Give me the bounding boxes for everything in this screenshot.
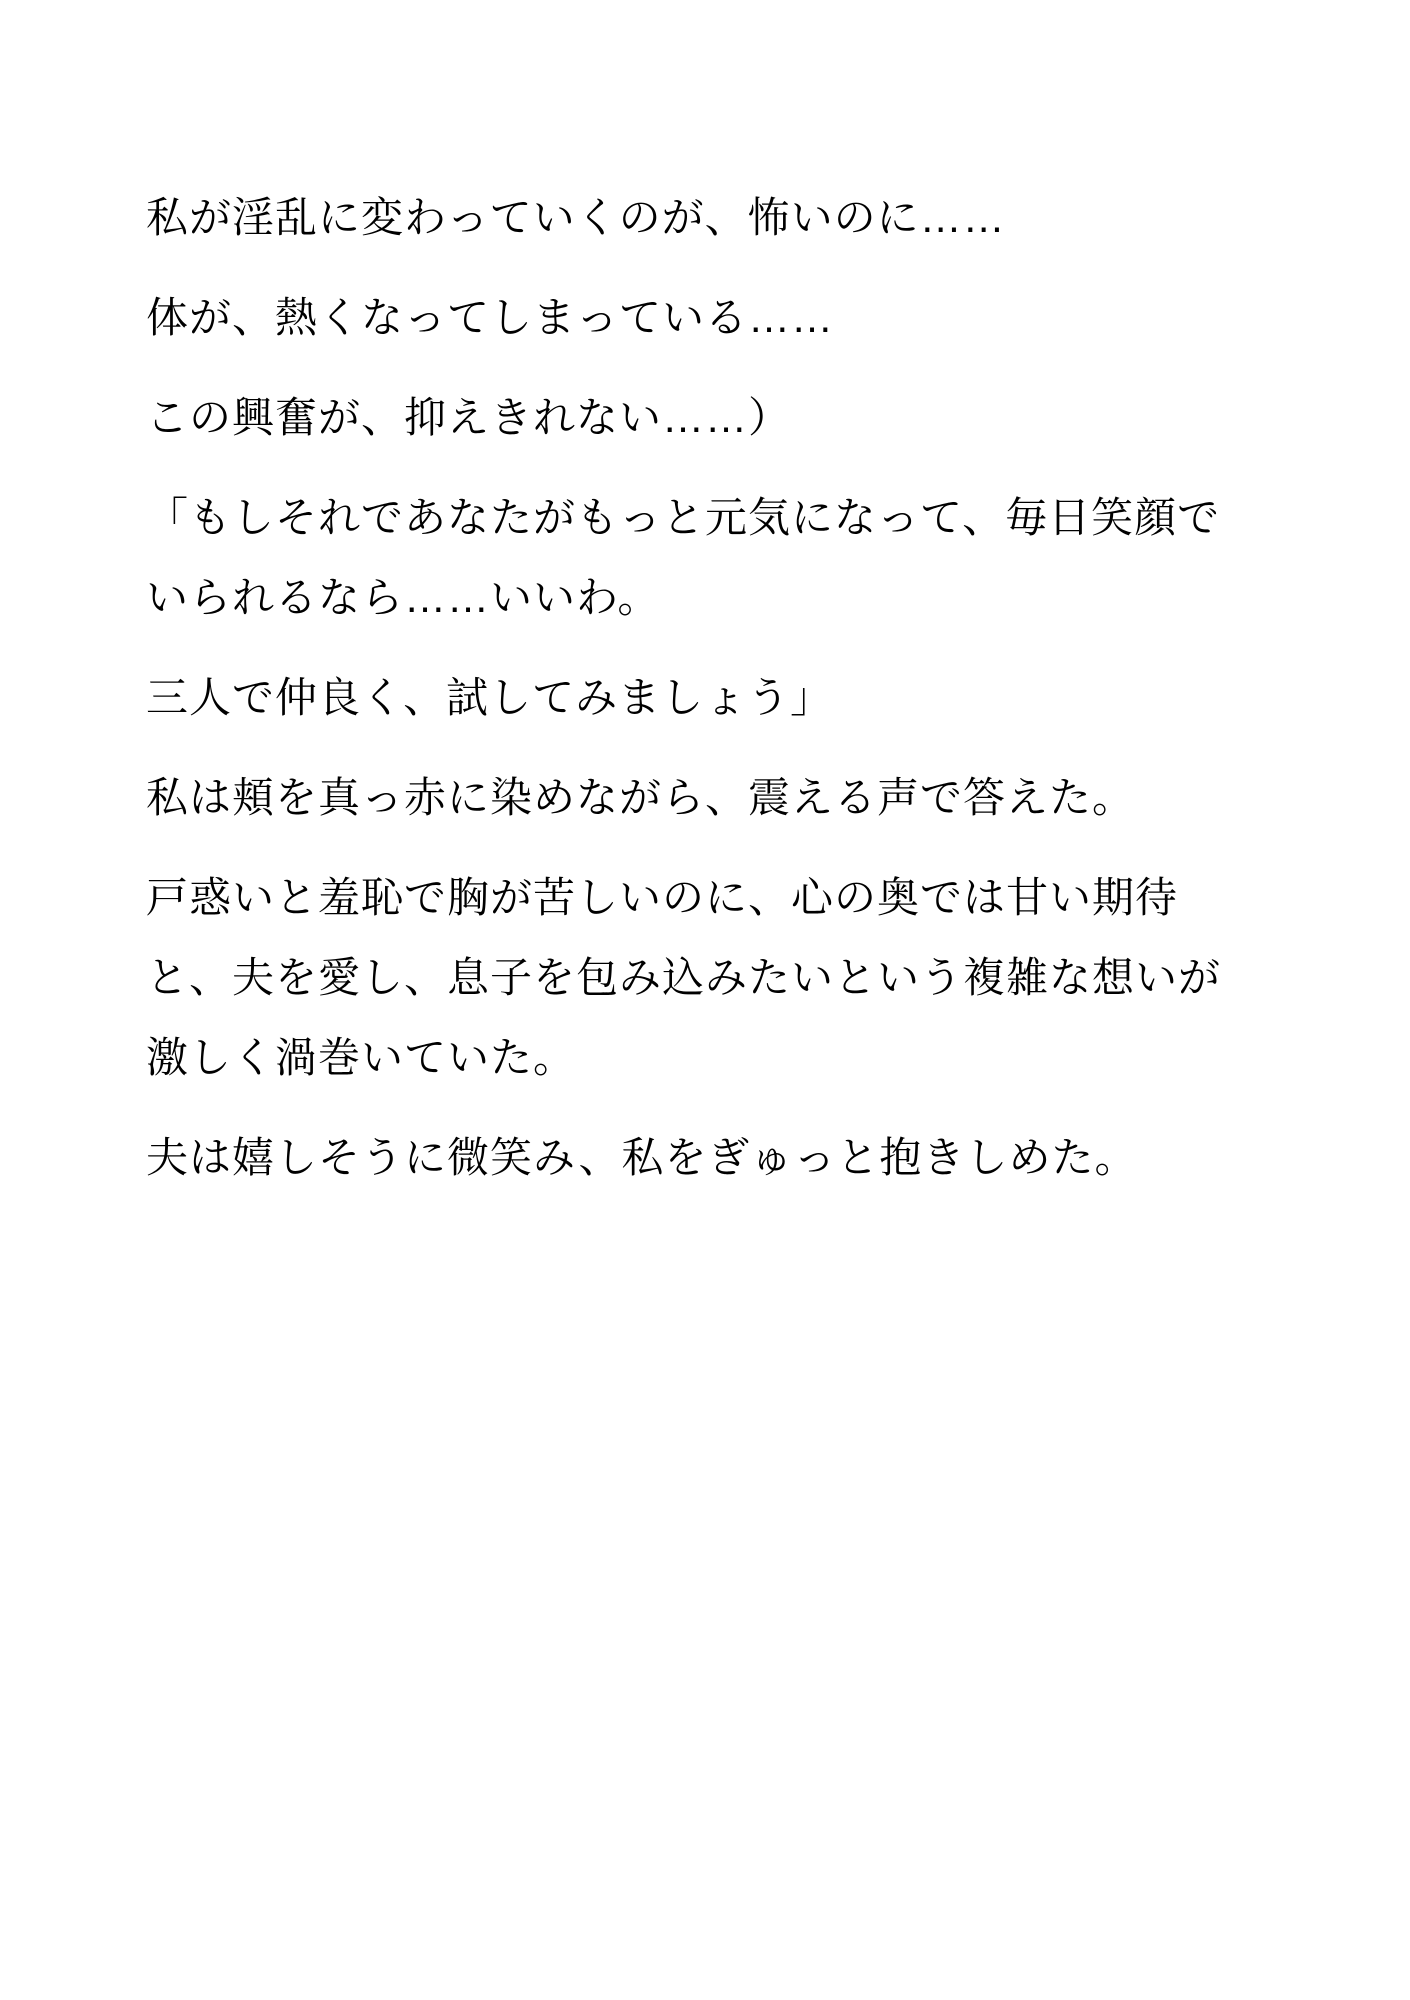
text-line: 三人で仲良く、試してみましょう」	[146, 674, 834, 721]
paragraph-6	[146, 758, 1296, 838]
paragraph-3	[146, 378, 1296, 458]
text-line: 夫は嬉しそうに微笑み、私をぎゅっと抱きしめた。	[146, 1134, 1138, 1181]
paragraph-5	[146, 658, 1296, 738]
text-line: 「もしそれであなたがもっと元気になって、毎日笑顔で	[146, 494, 1221, 541]
paragraph-1	[146, 178, 1296, 258]
paragraph-8	[146, 1118, 1296, 1198]
text-line: 私が淫乱に変わっていくのが、怖いのに……	[146, 194, 1006, 241]
text-line: と、夫を愛し、息子を包み込みたいという複雑な想いが	[146, 954, 1222, 1001]
paragraph-7	[146, 858, 1296, 1098]
text-line: 体が、熱くなってしまっている……	[146, 294, 835, 341]
paragraph-2	[146, 278, 1296, 358]
text-line: 私は頬を真っ赤に染めながら、震える声で答えた。	[146, 774, 1136, 821]
text-block	[146, 178, 1296, 1218]
paragraph-4	[146, 478, 1296, 638]
text-line: この興奮が、抑えきれない……）	[146, 394, 792, 441]
text-line: 戸惑いと羞恥で胸が苦しいのに、心の奥では甘い期待	[146, 874, 1179, 921]
text-line: 激しく渦巻いていた。	[146, 1034, 577, 1081]
text-line: いられるなら……いいわ。	[146, 574, 661, 621]
